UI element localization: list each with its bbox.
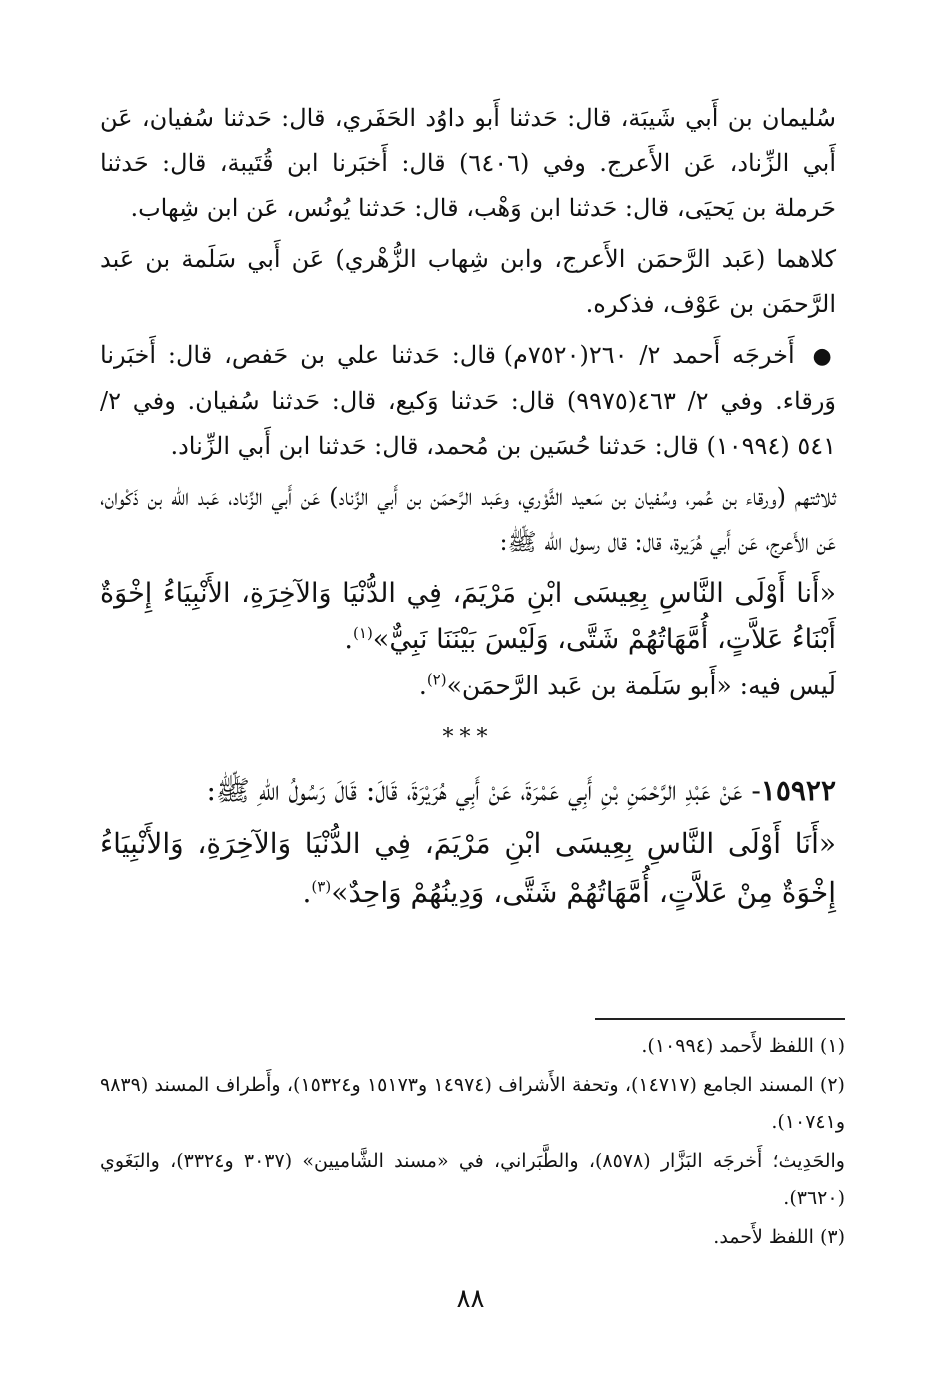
- footnotes: [100, 1028, 845, 1258]
- hadith-number: ١٥٩٢٢: [760, 774, 836, 807]
- hadith-2-isnad: عَنْ عَبْدِ الرَّحْمَنِ بْنِ أَبِي عَمْرَةَ، عَنْ أَبِي هُرَيْرَةَ، قَالَ: قَالَ رَسُولُ اللهِ ﷺ:: [206, 774, 743, 807]
- narration-remark-text: لَيس فيه: «أَبو سَلَمة بن عَبد الرَّحمَن»: [446, 671, 836, 700]
- footnote-marker-1: (١): [353, 624, 373, 642]
- hadith-2-text: «أَنَا أَوْلَى النَّاسِ بِعِيسَى ابْنِ مَرْيَمَ، فِي الدُّنْيَا وَالآخِرَةِ، وَالأَنْبِيَاءُ إِخْوَةٌ مِنْ عَلاَّتٍ، أُمَّهَاتُهُمْ شَتَّى، وَدِينُهُمْ وَاحِدٌ»: [100, 827, 836, 909]
- footnote-3: (٣) اللفظ لأَحمد.: [713, 1226, 845, 1248]
- footnote-marker-3: (٣): [311, 877, 332, 896]
- narration-remark: [100, 663, 836, 709]
- footnote-1: (١) اللفظ لأَحمد (١٠٩٩٤).: [641, 1035, 845, 1057]
- hadith-2-end: .: [302, 876, 312, 909]
- hadith-1-end: .: [344, 624, 354, 655]
- footnote-marker-2: (٢): [426, 670, 447, 689]
- hadith-2-heading: [100, 767, 836, 815]
- hadith-matn-2: [100, 819, 836, 917]
- footnote-2: (٢) المسند الجامع (١٤٧١٧)، وتحفة الأَشراف (١٤٩٧٤ و١٥١٧٣ و١٥٣٢٤)، وأَطراف المسند (٩٨٣٩ و١٠٧٤١).: [100, 1074, 845, 1133]
- section-separator: ***: [442, 725, 494, 750]
- footnote-2-continued: والحَدِيث؛ أَخرجَه البَزَّار (٨٥٧٨)، والطَّبَراني، في «مسند الشَّاميين» (٣٠٣٧ و٣٣٢٤)، والبَغَوي (٣٦٢٠).: [100, 1150, 845, 1209]
- paragraph-takhrij: [100, 333, 836, 469]
- paragraph-isnad-3: ثلاثتهم (ورقاء بن عُمر، وسُفيان بن سَعيد الثَّوْري، وعَبد الرَّحمَن بن أَبي الزِّناد) عَن أَبي الزِّناد، عَبد الله بن ذَكْوان، عَن الأَعرج، عَن أَبي هُرَيرة، قال: قال رسول الله ﷺ:: [100, 483, 836, 556]
- paragraph-isnad-1: سُليمان بن أَبي شَيبَة، قال: حَدثنا أَبو داوُد الحَفَري، قال: حَدثنا سُفيان، عَن أَبي الزِّناد، عَن الأَعرج. وفي (٦٤٠٦) قال: أَخبَرنا ابن قُتَيبة، قال: حَدثنا حَرملة بن يَحيَى، قال: حَدثنا ابن وَهْب، قال: حَدثنا يُونُس، عَن ابن شِهاب.: [100, 104, 837, 222]
- page-number: ٨٨: [456, 1284, 485, 1314]
- hadith-1-text: «أَنا أَوْلَى النَّاسِ بِعِيسَى ابْنِ مَرْيَمَ، فِي الدُّنْيَا وَالآخِرَةِ، الأَنْبِيَاءُ إِخْوَةٌ أَبْنَاءُ عَلاَّتٍ، أُمَّهَاتُهُمْ شَتَّى، وَلَيْسَ بَيْنَنَا نَبِيٌّ»: [100, 578, 836, 655]
- main-text: [100, 96, 836, 917]
- narration-remark-end: .: [418, 671, 427, 700]
- bullet-icon: ●: [812, 344, 837, 369]
- takhrij-text: أَخرجَه أَحمد ٢/ ٢٦٠(٧٥٢٠م) قال: حَدثنا علي بن حَفص، قال: أَخبَرنا وَرقاء. وفي ٢/ ٤٦٣(٩٩٧٥) قال: حَدثنا وَكيع، قال: حَدثنا سُفيان. وفي ٢/ ٥٤١ (١٠٩٩٤) قال: حَدثنا حُسَين بن مُحمد، قال: حَدثنا ابن أَبي الزِّناد.: [100, 341, 837, 460]
- hadith-matn-1: [100, 571, 836, 663]
- hadith-dash: -: [751, 774, 761, 807]
- paragraph-isnad-2: كلاهما (عَبد الرَّحمَن الأَعرج، وابن شِهاب الزُّهْري) عَن أَبي سَلَمة بن عَبد الرَّحمَن بن عَوْف، فذكره.: [100, 245, 836, 318]
- footnote-divider: [595, 1018, 845, 1020]
